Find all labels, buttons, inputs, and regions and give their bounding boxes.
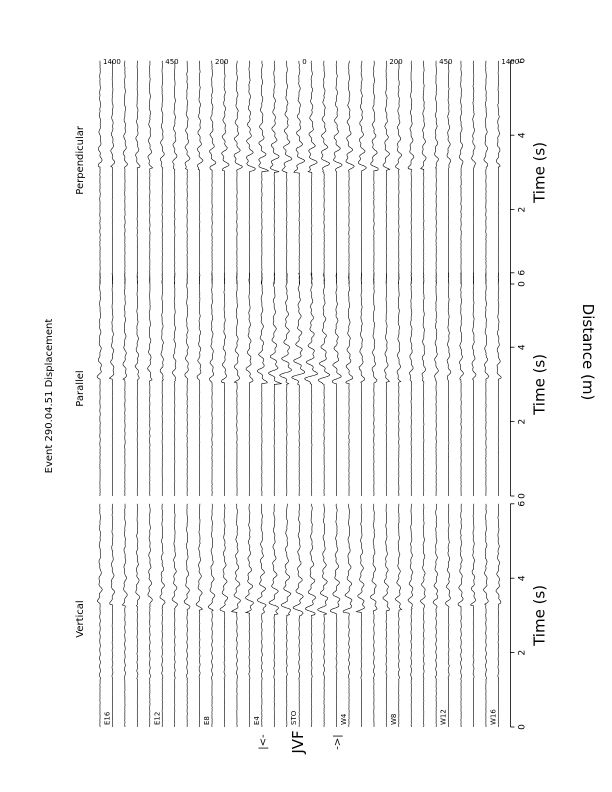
trace [305,504,315,727]
trace [246,273,253,496]
distance-tick-label: 200 [389,58,403,66]
distance-tick-label: 0 [302,58,307,66]
time-tick-label: 4 [517,575,528,582]
trace [321,61,329,284]
panel-title: Vertical [75,600,86,638]
trace [208,504,215,727]
trace [294,61,305,284]
trace [346,273,353,496]
trace [222,61,229,284]
trace [459,61,463,284]
trace [408,504,413,727]
trace [472,61,476,284]
station-label: STO [290,710,299,725]
trace [496,504,501,727]
time-tick-label: 6 [517,269,528,276]
time-tick-label: 4 [517,132,528,139]
panel-parallel [75,270,548,499]
trace [318,504,328,727]
fault-marker-right: ->| [332,734,344,750]
trace [408,61,414,284]
panels-group [75,58,548,755]
trace [148,504,152,727]
trace [259,61,269,284]
trace [305,273,318,496]
time-tick-label: 0 [517,493,528,499]
panel-title: Parallel [75,370,86,407]
trace [447,61,451,284]
distance-tick-label: 450 [439,58,453,66]
station-label: W4 [340,713,348,725]
distance-tick-label: 450 [165,58,179,66]
trace [471,504,476,727]
trace [160,61,164,284]
station-label: E8 [203,716,212,725]
trace [472,273,476,496]
trace [246,61,255,284]
trace [210,61,216,284]
time-tick-label: 0 [517,724,528,730]
station-label: E12 [153,711,162,725]
trace [184,504,190,727]
trace [160,273,163,496]
trace [136,61,141,284]
trace [484,61,488,284]
trace [346,61,354,284]
trace [358,61,366,284]
trace [257,504,266,727]
panel-perpendicular [75,58,548,287]
time-tick-label: 2 [517,206,528,213]
trace [282,61,292,284]
trace [234,273,239,496]
trace [357,504,365,727]
trace [197,273,201,496]
trace [232,504,241,727]
panel-vertical [75,501,548,730]
figure-title: Event 290.04.51 Displacement [44,318,55,474]
trace [397,273,401,496]
trace [484,273,488,496]
trace [270,61,279,284]
trace [97,504,102,727]
trace [372,273,377,496]
trace [246,504,254,727]
panel-xlabel: Time (s) [530,353,549,415]
trace [185,273,189,496]
trace [221,273,226,496]
trace [172,273,176,496]
trace [269,273,282,496]
trace [257,273,267,496]
distance-tick-label: 1400 [103,58,121,66]
time-tick-label: 6 [517,500,528,507]
trace [173,61,177,284]
trace [383,61,390,284]
trace [269,504,279,727]
trace [220,504,228,727]
trace [234,61,242,284]
trace [196,504,202,727]
trace [395,504,401,727]
trace [334,61,343,284]
trace [359,273,365,496]
trace [396,61,402,284]
trace [496,61,500,284]
trace [433,504,438,727]
trace [148,273,153,496]
panel-xlabel: Time (s) [530,584,549,646]
trace [172,504,177,727]
trace [318,273,330,496]
trace [497,273,501,496]
trace [343,504,352,727]
station-label: W8 [389,713,398,725]
trace [293,504,303,727]
rotated-plot [44,58,597,755]
time-tick-label: 0 [517,281,528,287]
time-tick-label: 6 [517,57,528,64]
trace [371,61,379,284]
trace [136,504,140,727]
trace [135,273,139,496]
trace [280,273,292,496]
trace [210,273,214,496]
trace [435,273,439,496]
distance-tick-label: 200 [215,58,229,66]
trace [446,504,451,727]
station-label: W16 [489,709,498,725]
distance-tick-label: 1400 [501,58,520,66]
trace [292,273,305,496]
trace [410,273,414,496]
trace [385,273,390,496]
time-tick-label: 4 [517,344,528,351]
trace [458,504,463,727]
distance-axis-label: Distance (m) [579,303,597,401]
station-labels [103,709,497,755]
station-label: E16 [103,711,112,725]
trace [330,504,340,727]
trace [123,61,127,284]
panel-xlabel: Time (s) [530,141,549,203]
trace [148,61,153,284]
jvf-label: JVF [289,730,308,754]
trace [370,504,377,727]
trace [97,273,101,496]
fault-marker-left: |<- [257,734,269,750]
trace [420,504,425,727]
trace [383,504,390,727]
trace [308,61,317,284]
station-label: E4 [252,716,261,725]
panel-title: Perpendicular [75,125,86,195]
trace [111,61,115,284]
trace [185,61,190,284]
trace [123,273,127,496]
station-label: W12 [439,709,448,725]
trace [447,273,451,496]
trace [422,273,426,496]
trace [160,504,165,727]
trace [110,273,115,496]
time-tick-label: 2 [517,418,528,425]
trace [281,504,291,727]
trace [197,61,203,284]
trace [459,273,463,496]
trace [98,61,102,284]
trace [484,504,489,727]
trace [421,61,426,284]
time-tick-label: 2 [517,649,528,656]
trace [332,273,341,496]
trace [110,504,115,727]
trace [122,504,127,727]
trace [435,61,439,284]
